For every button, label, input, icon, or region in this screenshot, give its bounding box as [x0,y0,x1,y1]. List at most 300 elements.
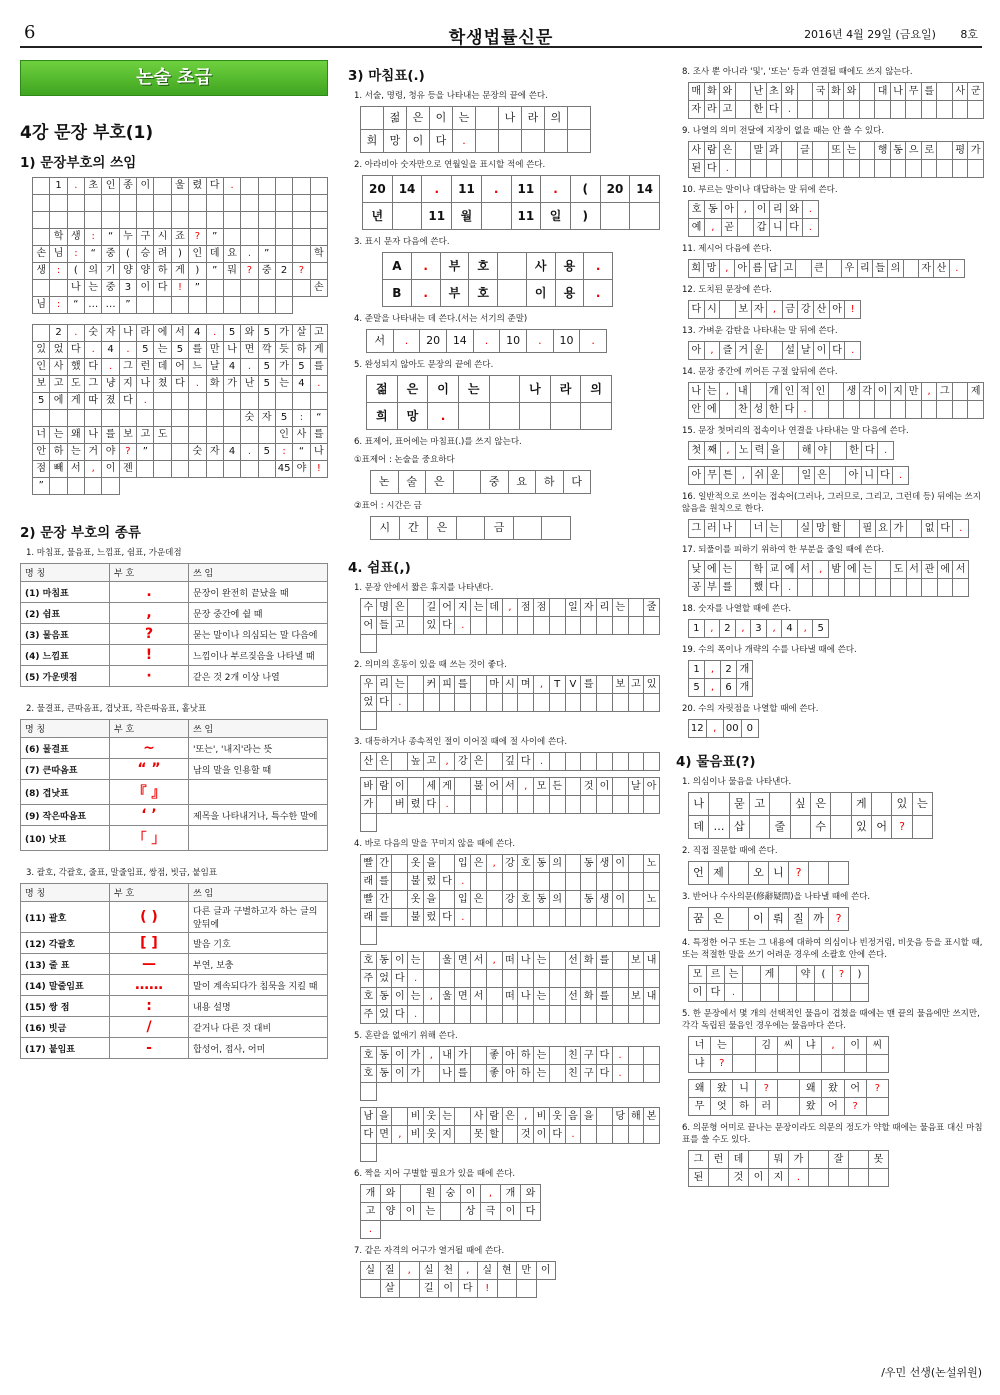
grid-cell: 다 [68,342,85,359]
grid-cell: 해 [799,442,815,460]
grid-cell [503,617,519,635]
grid-cell [937,160,953,178]
grid-cell: 무 [906,83,922,101]
grid-cell [503,694,519,712]
grid-cell: . [412,280,441,307]
grid-cell: 러 [705,520,721,538]
grid-cell: 수 [811,816,831,839]
grid-cell: ) [172,246,189,263]
grid-cell: 다 [440,873,456,891]
grid-cell: 게 [68,393,85,410]
grid-cell: 호 [361,1065,377,1083]
grid-cell: . [613,1047,629,1065]
grid-cell [551,403,582,430]
grid-cell [597,676,613,694]
grid-cell: 를 [597,952,613,970]
grid-cell [831,816,851,839]
grid-cell [534,1006,550,1024]
grid-cell [33,229,50,246]
grid-cell [809,862,829,885]
grid-cell: 개 [361,1185,381,1203]
grid-cell [629,796,645,814]
grid-cell: 4 [189,325,206,342]
grid-cell: 렸 [189,178,206,195]
grid-cell [869,1169,889,1187]
grid-cell: . [241,246,258,263]
rule-text: 1. 문장 안에서 짧은 휴지를 나타낸다. [354,583,494,593]
grid-cell: 호 [518,855,534,873]
grid-cell: 꿈 [689,908,709,931]
grid-cell: ? [845,1098,867,1116]
mark-usage: 발음 기호 [189,933,328,954]
grid-cell: 는 [711,1037,733,1055]
table-row [21,780,328,805]
grid-cell: 하 [536,471,564,494]
grid-cell [471,617,487,635]
grid-cell [137,195,154,212]
grid-cell: 를 [581,676,597,694]
grid-cell [800,1055,822,1073]
grid-cell [829,862,849,885]
grid-cell: 떠 [503,988,519,1006]
grid-cell: 는 [534,952,550,970]
grid-cell [455,970,471,988]
grid-cell [597,970,613,988]
grid-cell: 즐 [720,342,736,360]
grid-cell: . [566,1126,582,1144]
grid-cell: 우 [361,676,377,694]
grid-cell: 옷 [408,855,424,873]
grid-cell [904,260,919,278]
grid-cell: 에 [705,401,721,419]
grid-cell: 동 [705,201,721,219]
grid-cell: 다 [938,520,954,538]
grid-cell: 날 [629,778,645,796]
grid-cell [851,984,869,1002]
grid-cell: 된 [689,160,705,178]
grid-cell [424,1065,440,1083]
grid-cell [224,427,241,444]
grid-cell: . [580,330,607,353]
grid-cell: 로 [922,142,938,160]
grid-cell [137,212,154,229]
grid-cell: 은 [503,1108,519,1126]
grid-cell: , [767,620,783,638]
grid-cell [761,984,779,1002]
grid-cell: 나 [689,793,709,816]
rule-text: ②표어 : 시간은 금 [354,501,422,511]
mark-name: (15) 쌍 점 [21,996,110,1017]
grid-cell [597,1108,613,1126]
grid-cell [224,297,241,314]
grid-cell: 버 [392,796,408,814]
grid-cell [809,1169,829,1187]
grid-cell: . [798,401,814,419]
grid-cell [798,160,814,178]
grid-cell [408,694,424,712]
grid-cell: : [50,263,67,280]
grid-cell: 인 [782,383,798,401]
grid-cell: V [566,676,582,694]
grid-cell [459,403,490,430]
grid-cell [471,676,487,694]
grid-cell: 날 [798,342,814,360]
grid-cell: 사 [689,142,705,160]
grid-cell: 내 [644,952,660,970]
grid-cell: 망 [813,520,829,538]
grid-cell: 님 [50,246,67,263]
rule-text: 14. 문장 중간에 끼어든 구절 앞뒤에 쓴다. [682,367,838,377]
grid-cell: . [950,260,965,278]
grid-cell [829,101,845,119]
grid-cell: ) [189,263,206,280]
grid-cell: ? [293,263,310,280]
grid-cell: 는 [392,676,408,694]
grid-cell: 이 [392,952,408,970]
grid-q4 [360,854,660,945]
table-row [21,603,328,624]
grid-cell: 학 [50,229,67,246]
grid-cell [172,444,189,461]
grid-cell [293,212,310,229]
grid-cell: 의 [550,891,566,909]
grid-cell: 다 [707,984,725,1002]
grid-cell: . [455,873,471,891]
grid-cell: ? [789,862,809,885]
grid-cell [720,301,736,319]
grid-cell [644,796,660,814]
grid-cell [581,753,597,771]
grid-cell: 이 [102,461,119,478]
grid-cell [503,909,519,927]
grid-cell: . [789,1169,809,1187]
grid-cell [102,195,119,212]
grid-cell: . [613,1065,629,1083]
grid-cell: 울 [440,952,456,970]
grid-cell [581,1006,597,1024]
grid-cell: 도 [154,427,171,444]
th-mark: 부 호 [110,884,189,902]
grid-q1 [360,598,660,653]
grid-cell [829,401,845,419]
grid-cell [581,694,597,712]
grid-cell: 서 [503,778,519,796]
grid-cell: 울 [172,178,189,195]
grid-cell [189,410,206,427]
mark-symbol: 『 』 [110,780,189,805]
grid-cell: 을 [377,1108,393,1126]
grid-cell [518,970,534,988]
grid-cell [829,1169,849,1187]
grid-cell [629,617,645,635]
grid-cell: 의 [888,260,903,278]
grid-cell [50,410,67,427]
grid-cell [629,694,645,712]
grid-cell: 나 [85,427,102,444]
grid-cell: 동 [377,988,393,1006]
section-banner: 논술 초급 [20,60,328,96]
grid-cell: 서 [907,561,923,579]
grid-cell: 사 [527,253,556,280]
grid-cell: 한 [751,101,767,119]
grid-cell [736,579,752,597]
grid-cell [613,796,629,814]
grid-cell: . [725,984,743,1002]
grid-cell [172,393,189,410]
table-row [21,582,328,603]
grid-cell: 그 [937,383,953,401]
grid-cell: 싶 [791,793,811,816]
grid-cell: 각 [860,383,876,401]
grid-cell [629,873,645,891]
grid-cell: 시 [154,229,171,246]
grid-cell: 구 [137,229,154,246]
grid-cell: 노 [736,442,752,460]
grid-cell: A [383,253,412,280]
grid-cell [293,229,310,246]
grid-cell [154,195,171,212]
grid-cell: 2 [50,325,67,342]
grid-cell: 다 [440,617,456,635]
grid-cell: ” [259,246,276,263]
grid-cell: 내 [644,988,660,1006]
grid-cell [550,796,566,814]
grid-cell [629,970,645,988]
grid-cell: 가 [276,359,293,376]
grid-cell: : [68,246,85,263]
grid-cell: 서 [172,325,189,342]
grid-r14 [688,382,984,419]
grid-cell: 가 [789,1151,809,1169]
rule-text: 10. 부르는 말이나 대답하는 말 뒤에 쓴다. [682,185,838,195]
grid-cell [833,984,851,1002]
grid-cell [953,401,969,419]
grid-cell [550,970,566,988]
grid-cell: 와 [782,83,798,101]
grid-cell: . [453,130,476,153]
grid-cell: 중 [102,246,119,263]
grid-cell [487,796,503,814]
grid-cell [534,796,550,814]
grid-cell: 희 [689,260,704,278]
grid-cell [566,970,582,988]
grid-cell: 곧 [722,219,738,237]
table-row [21,645,328,666]
grid-cell [550,909,566,927]
issue-date: 2016년 4월 29일 (금요일) 8호 [804,28,978,41]
grid-cell [891,579,907,597]
grid-cell: 망 [384,130,407,153]
grid-r13 [688,341,861,360]
grid-cell: 와 [381,1185,401,1203]
grid-cell [154,461,171,478]
grid-cell: 5 [259,376,276,393]
example-grid-2 [32,324,328,495]
grid-cell: 왜 [800,1080,822,1098]
grid-cell [154,410,171,427]
grid-cell [831,442,847,460]
grid-cell [550,952,566,970]
grid-cell: 난 [241,376,258,393]
grid-cell: 와 [241,325,258,342]
grid-cell: 큰 [812,260,827,278]
grid-cell: 가 [408,1047,424,1065]
grid-cell: 리 [597,599,613,617]
grid-cell [50,195,67,212]
rule-text: 4. 바로 다음의 말을 꾸미지 않을 때에 쓴다. [354,839,516,849]
table-row [21,933,328,954]
rule-text: 3. 반어나 수사의문(修辭疑問)을 나타낼 때에 쓴다. [682,892,871,902]
grid-cell: 20 [363,176,393,203]
grid-cell: 의 [550,855,566,873]
grid-cell [455,796,471,814]
grid-cell: 개 [737,661,753,679]
grid-cell: 공 [689,579,705,597]
grid-cell: 를 [597,988,613,1006]
grid-cell: , [705,679,721,697]
mark-usage: 같은 것 2개 이상 나열 [189,666,328,687]
grid-cell: 3 [120,280,137,297]
grid-cell: 5 [172,342,189,359]
grid-cell [85,212,102,229]
grid-cell [50,280,67,297]
grid-cell: 젠 [120,461,137,478]
grid-cell: 다 [392,970,408,988]
grid-cell: 하 [293,342,310,359]
grid-cell: 보 [629,988,645,1006]
rule-text: 19. 수의 폭이나 개략의 수를 나타낼 때에 쓴다. [682,645,857,655]
grid-cell [783,467,799,485]
grid-cell [566,778,582,796]
grid-p6 [688,1150,889,1187]
grid-cell [629,1126,645,1144]
grid-cell: 느 [189,359,206,376]
grid-cell [189,393,206,410]
grid-cell [487,617,503,635]
grid-cell: 11 [512,176,542,203]
grid-m3 [382,252,613,307]
grid-cell: . [474,330,501,353]
mark-usage: 같거나 다른 것 대비 [189,1017,328,1038]
grid-q6 [360,1184,541,1239]
section-period: 3) 마침표(.) [348,68,425,84]
grid-cell [440,891,456,909]
grid-cell: 보 [629,952,645,970]
grid-p1 [688,792,933,839]
mark-name: (10) 낫표 [21,826,110,851]
grid-cell [518,617,534,635]
grid-cell [471,1047,487,1065]
grid-p4 [688,965,869,1002]
grid-cell: 서 [471,952,487,970]
grid-cell: 는 [613,599,629,617]
grid-cell: 손 [311,280,328,297]
grid-cell: . [68,325,85,342]
grid-cell: 일 [799,467,815,485]
grid-cell: 젊 [367,376,398,403]
grid-cell: 래 [361,873,377,891]
grid-cell [644,1065,660,1083]
grid-cell: 이 [501,1203,521,1221]
grid-cell: 이 [392,988,408,1006]
mark-usage: 문장 중간에 쉴 때 [189,603,328,624]
grid-cell [779,984,797,1002]
grid-cell: 이 [613,891,629,909]
grid-cell [224,229,241,246]
grid-cell: , [518,1108,534,1126]
grid-cell [849,1169,869,1187]
grid-cell: 요 [509,471,537,494]
grid-cell: 4 [102,342,119,359]
grid-cell: … [102,297,119,314]
grid-cell: : [50,297,67,314]
grid-cell: 라 [522,107,545,130]
grid-cell: 망 [398,403,429,430]
grid-cell: 하 [518,1047,534,1065]
grid-cell [455,1108,471,1126]
grid-cell: 울 [440,988,456,1006]
grid-cell: 도 [891,561,907,579]
grid-cell [33,178,50,195]
table-row [21,738,328,759]
grid-r17 [688,560,969,597]
grid-cell [189,297,206,314]
grid-cell: 너 [751,520,767,538]
grid-cell: 다 [207,178,224,195]
grid-cell: 강 [503,891,519,909]
grid-cell [518,909,534,927]
grid-cell: . [408,970,424,988]
grid-cell: 11 [422,203,452,230]
grid-cell: 이 [527,280,556,307]
grid-r16 [688,519,969,538]
grid-cell: 렸 [408,796,424,814]
grid-cell: . [782,101,798,119]
grid-cell: 길 [424,599,440,617]
grid-cell [767,342,783,360]
grid-cell [736,83,752,101]
grid-cell: 모 [689,966,707,984]
grid-cell: 천 [439,1262,459,1280]
grid-cell: 아 [503,1047,519,1065]
grid-cell: 아 [689,467,705,485]
grid-cell [644,617,660,635]
grid-cell [644,873,660,891]
grid-cell: 나 [120,325,137,342]
grid-cell: , [822,1037,844,1055]
grid-cell: ? [829,908,849,931]
grid-cell: 씨 [867,1037,889,1055]
grid-cell: , [720,260,735,278]
grid-cell: 면 [377,1126,393,1144]
grid-cell: 행 [875,142,891,160]
grid-cell [875,160,891,178]
grid-cell: , [400,1262,420,1280]
grid-cell: 렀 [424,909,440,927]
grid-cell: 게 [172,263,189,280]
grid-cell: 이 [401,1203,421,1221]
table-row [21,826,328,851]
grid-cell: . [534,753,550,771]
grid-cell: ! [172,280,189,297]
grid-cell [534,617,550,635]
grid-cell: 5 [259,325,276,342]
grid-cell [207,427,224,444]
grid-cell [778,1080,800,1098]
grid-cell [311,212,328,229]
grid-r9 [688,141,984,178]
mark-usage: 제목을 나타내거나, 특수한 말에 [189,805,328,826]
